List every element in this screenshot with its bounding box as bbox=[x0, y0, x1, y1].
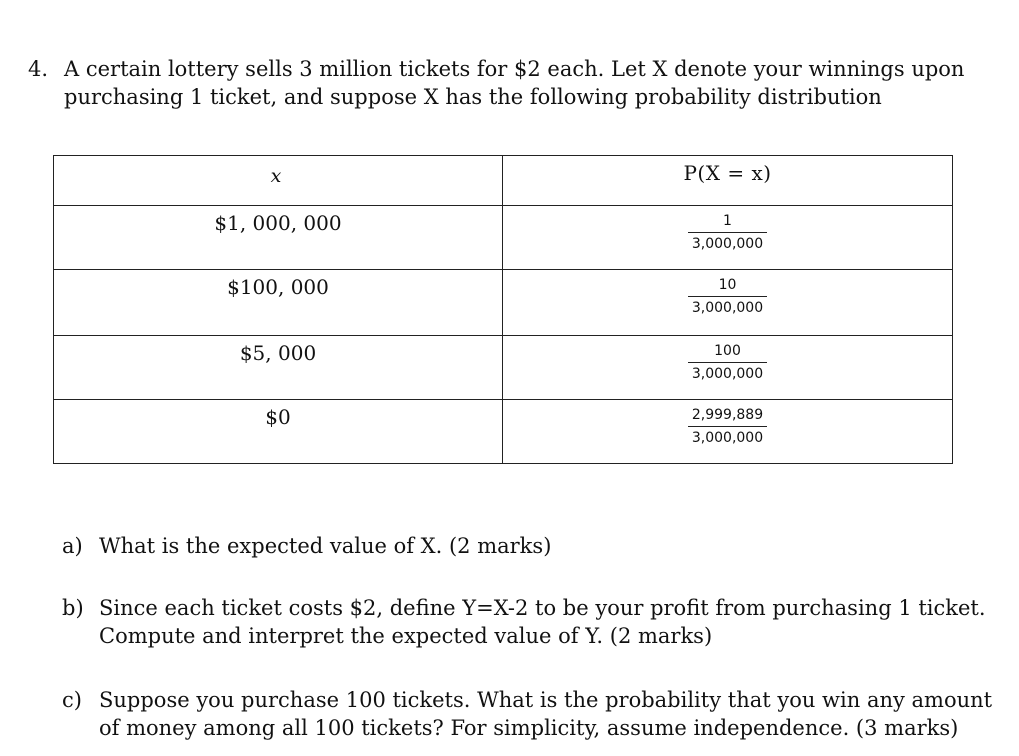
part-text-line: of money among all 100 tickets? For simplicity, assume independence. (3 marks) bbox=[99, 716, 959, 740]
part-text bbox=[99, 686, 993, 742]
table-row bbox=[54, 270, 953, 336]
part-text bbox=[99, 594, 986, 650]
part-label: a) bbox=[62, 534, 83, 558]
part-text-line: Suppose you purchase 100 tickets. What is the probability that you win any amount bbox=[99, 688, 993, 712]
probability-fraction bbox=[688, 276, 767, 317]
probability-cell bbox=[503, 400, 953, 464]
part-label: c) bbox=[62, 688, 82, 712]
part-text-line: What is the expected value of X. (2 marks) bbox=[99, 534, 552, 558]
header-x: x bbox=[54, 156, 503, 206]
table-row bbox=[54, 400, 953, 464]
table-row bbox=[54, 206, 953, 270]
fraction-numerator: 2,999,889 bbox=[688, 406, 767, 427]
probability-fraction bbox=[688, 406, 767, 447]
part-label: b) bbox=[62, 596, 84, 620]
x-value-cell: $5, 000 bbox=[54, 336, 503, 400]
x-value-cell: $1, 000, 000 bbox=[54, 206, 503, 270]
fraction-denominator: 3,000,000 bbox=[691, 236, 764, 252]
fraction-numerator: 1 bbox=[688, 212, 767, 233]
part-text-line: Since each ticket costs $2, define Y=X-2 to be your profit from purchasing 1 ticket. bbox=[99, 596, 986, 620]
question-stem bbox=[64, 55, 964, 111]
x-value-cell: $0 bbox=[54, 400, 503, 464]
table-header-row bbox=[54, 156, 953, 206]
question-number: 4. bbox=[28, 57, 49, 81]
probability-fraction bbox=[688, 342, 767, 383]
question-stem-line-1: A certain lottery sells 3 million tickets for $2 each. Let X denote your winnings upon bbox=[64, 57, 965, 81]
question-stem-line-2: purchasing 1 ticket, and suppose X has the following probability distribution bbox=[64, 85, 882, 109]
part-text bbox=[99, 532, 979, 560]
part-text-line: Compute and interpret the expected value of Y. (2 marks) bbox=[99, 624, 713, 648]
probability-fraction bbox=[688, 212, 767, 253]
fraction-numerator: 100 bbox=[688, 342, 767, 363]
fraction-denominator: 3,000,000 bbox=[691, 366, 764, 382]
table-row bbox=[54, 336, 953, 400]
fraction-denominator: 3,000,000 bbox=[691, 300, 764, 316]
header-probability: P(X = x) bbox=[503, 156, 953, 206]
fraction-numerator: 10 bbox=[688, 276, 767, 297]
probability-cell bbox=[503, 206, 953, 270]
fraction-denominator: 3,000,000 bbox=[691, 430, 764, 446]
x-value-cell: $100, 000 bbox=[54, 270, 503, 336]
probability-cell bbox=[503, 270, 953, 336]
probability-cell bbox=[503, 336, 953, 400]
probability-distribution-table bbox=[53, 155, 953, 464]
